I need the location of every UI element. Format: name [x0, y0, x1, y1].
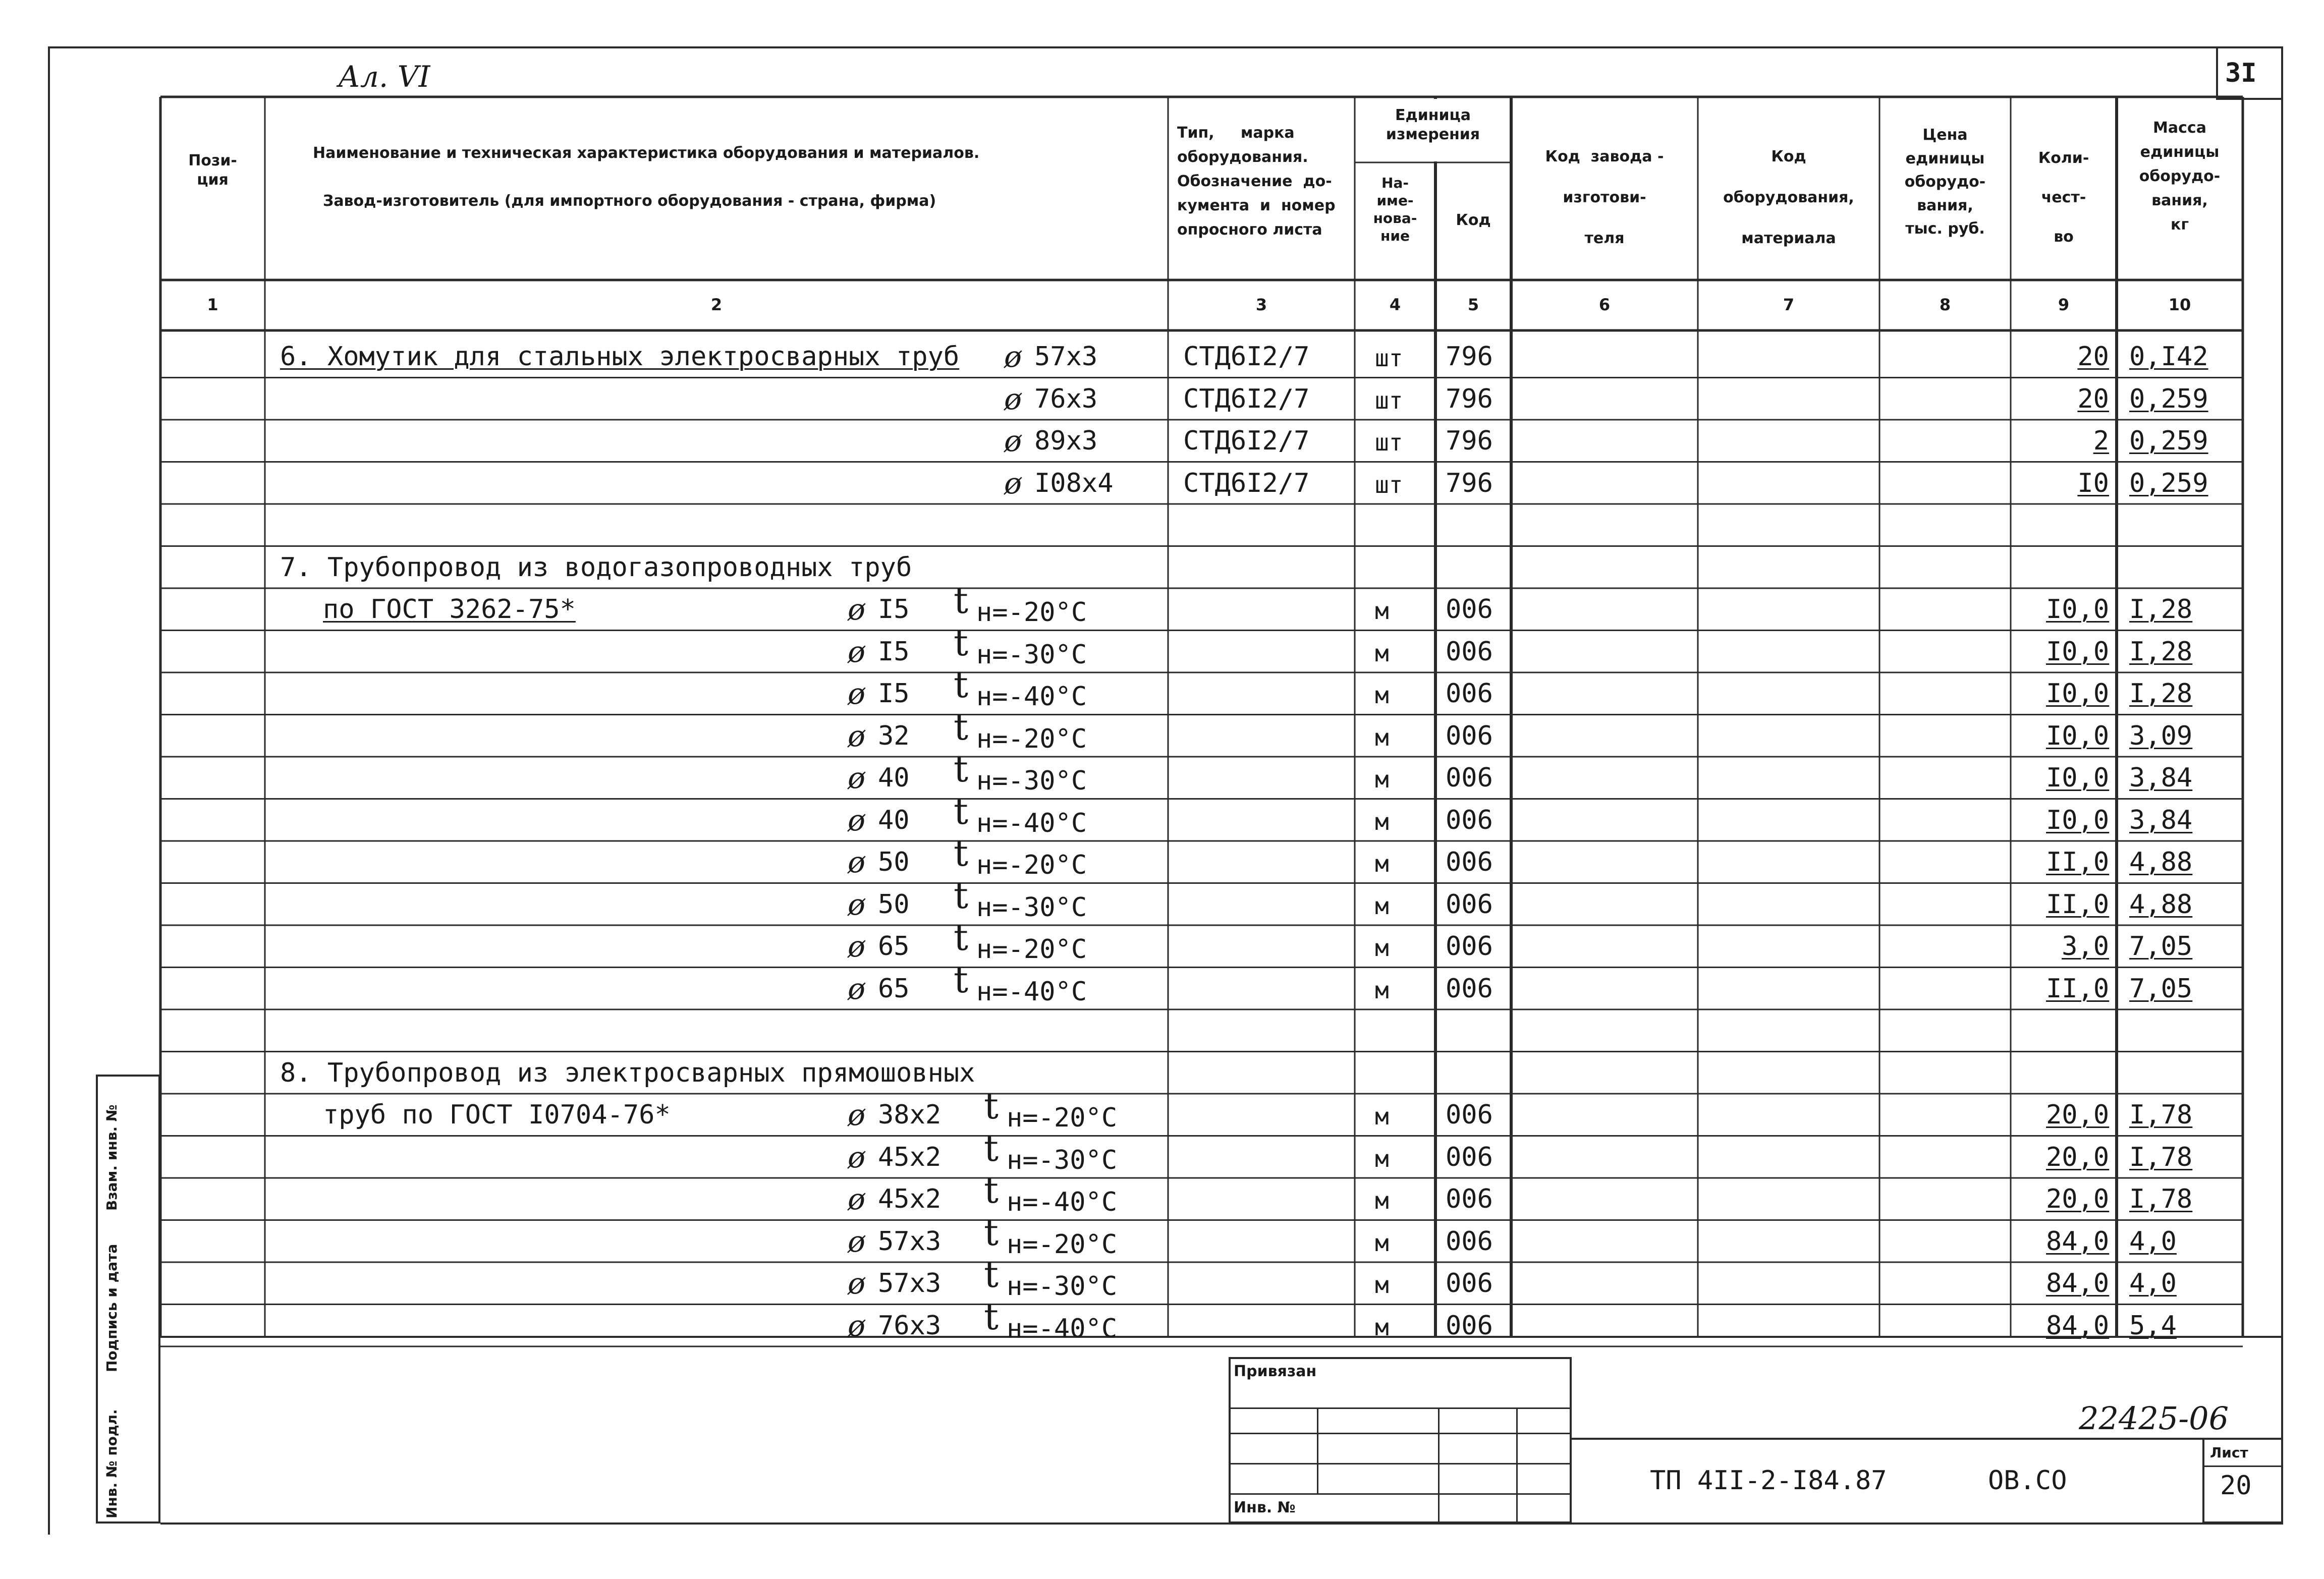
- mass-value: 0,259: [2129, 383, 2208, 414]
- design-temperature: н=-40°С: [976, 682, 1087, 712]
- unit-code: 006: [1446, 636, 1493, 667]
- section-7-subtitle: по ГОСТ 3262-75*: [323, 594, 576, 625]
- column-number: 9: [2058, 295, 2070, 314]
- pipe-size: 57х3: [878, 1226, 942, 1257]
- quantity-value: I0: [2077, 468, 2109, 498]
- column-number: 5: [1467, 295, 1479, 314]
- unit-code: 006: [1446, 1100, 1493, 1130]
- header-quantity: Коли- чест- во: [2038, 149, 2089, 246]
- quantity-value: I0,0: [2046, 636, 2110, 667]
- column-number: 8: [1939, 295, 1951, 314]
- quantity-value: 20,0: [2046, 1184, 2110, 1214]
- unit-code: 006: [1446, 1142, 1493, 1172]
- document-section: ОВ.СО: [1988, 1465, 2067, 1496]
- diameter-symbol: ø: [1004, 340, 1022, 374]
- unit-code: 006: [1446, 594, 1493, 625]
- temperature-symbol: t: [984, 1126, 999, 1169]
- quantity-value: 84,0: [2046, 1268, 2110, 1299]
- quantity-value: 20: [2077, 383, 2109, 414]
- unit-name: м: [1375, 850, 1389, 877]
- temperature-symbol: t: [984, 1253, 999, 1295]
- mass-value: I,28: [2129, 636, 2193, 667]
- unit-name: м: [1375, 766, 1389, 793]
- column-number: 10: [2168, 295, 2191, 314]
- pipe-size: 76х3: [878, 1310, 942, 1341]
- pipe-size: 50: [878, 889, 910, 920]
- diameter-symbol: ø: [848, 929, 865, 964]
- pipe-size: 76х3: [1034, 383, 1098, 414]
- unit-name: шт: [1375, 386, 1403, 414]
- unit-code: 006: [1446, 1226, 1493, 1257]
- sheet-number-divider: [2202, 1465, 2283, 1467]
- page-number-top: 3I: [2225, 58, 2257, 88]
- column-number: 3: [1255, 295, 1267, 314]
- stamp-line: [1229, 1493, 1572, 1495]
- unit-name: м: [1375, 1145, 1389, 1172]
- temperature-symbol: t: [954, 916, 968, 958]
- quantity-value: 2: [2093, 426, 2109, 456]
- header-maker-code: Код завода - изготови- теля: [1545, 148, 1664, 247]
- pipe-size: 89х3: [1034, 426, 1098, 456]
- unit-code: 796: [1446, 383, 1493, 414]
- unit-name: м: [1375, 1313, 1389, 1341]
- stamp-line: [1317, 1407, 1318, 1493]
- privyazan-label: Привязан: [1234, 1363, 1317, 1380]
- unit-code: 006: [1446, 973, 1493, 1004]
- unit-code: 006: [1446, 1268, 1493, 1299]
- quantity-value: II,0: [2046, 847, 2110, 877]
- mass-value: 3,84: [2129, 763, 2193, 793]
- pipe-size: I08х4: [1034, 468, 1114, 498]
- diameter-symbol: ø: [1004, 381, 1022, 416]
- corner-handwritten-label: Ал. VI: [338, 60, 430, 94]
- unit-code: 006: [1446, 720, 1493, 751]
- document-designation: СТД6I2/7: [1183, 426, 1310, 456]
- temperature-symbol: t: [984, 1085, 999, 1127]
- column-number: 2: [710, 295, 723, 314]
- design-temperature: н=-40°С: [1007, 1313, 1118, 1344]
- diameter-symbol: ø: [848, 676, 865, 711]
- header-position: Пози- ция: [188, 152, 237, 189]
- pipe-size: 65: [878, 973, 910, 1004]
- unit-name: шт: [1375, 429, 1403, 456]
- section-7-title: 7. Трубопровод из водогазопроводных труб: [280, 552, 912, 583]
- pipe-size: I5: [878, 636, 910, 667]
- document-designation: СТД6I2/7: [1183, 468, 1310, 498]
- unit-name: м: [1375, 1271, 1389, 1299]
- unit-name: м: [1375, 597, 1389, 625]
- quantity-value: 20,0: [2046, 1142, 2110, 1172]
- unit-code: 006: [1446, 1184, 1493, 1214]
- header-equipment-code: Код оборудования, материала: [1723, 148, 1854, 247]
- diameter-symbol: ø: [848, 1266, 865, 1301]
- design-temperature: н=-20°С: [1007, 1229, 1118, 1260]
- mass-value: 7,05: [2129, 973, 2193, 1004]
- pipe-size: 50: [878, 847, 910, 877]
- temperature-symbol: t: [954, 579, 968, 622]
- design-temperature: н=-30°С: [1007, 1145, 1118, 1175]
- mass-value: I,78: [2129, 1142, 2193, 1172]
- mass-value: 0,259: [2129, 426, 2208, 456]
- section-8-subtitle: труб по ГОСТ I0704-76*: [323, 1100, 671, 1130]
- quantity-value: II,0: [2046, 889, 2110, 920]
- pipe-size: 57х3: [1034, 342, 1098, 372]
- unit-name: м: [1375, 808, 1389, 835]
- pipe-size: I5: [878, 679, 910, 709]
- mass-value: 4,0: [2129, 1226, 2177, 1257]
- column-number: 1: [207, 295, 218, 314]
- diameter-symbol: ø: [1004, 466, 1022, 500]
- header-unit-code: Код: [1456, 211, 1491, 229]
- pipe-size: 65: [878, 931, 910, 962]
- quantity-value: 84,0: [2046, 1310, 2110, 1341]
- design-temperature: н=-40°С: [976, 808, 1087, 838]
- design-temperature: н=-30°С: [976, 892, 1087, 923]
- pipe-size: 40: [878, 805, 910, 835]
- mass-value: 4,88: [2129, 847, 2193, 877]
- temperature-symbol: t: [954, 748, 968, 790]
- unit-code: 006: [1446, 679, 1493, 709]
- unit-name: м: [1375, 639, 1389, 667]
- quantity-value: 3,0: [2062, 931, 2109, 962]
- sheet-label: Лист: [2210, 1444, 2248, 1461]
- diameter-symbol: ø: [1004, 424, 1022, 458]
- column-number: 7: [1783, 295, 1795, 314]
- quantity-value: I0,0: [2046, 763, 2110, 793]
- unit-code: 006: [1446, 847, 1493, 877]
- mass-value: 3,84: [2129, 805, 2193, 835]
- mass-value: 3,09: [2129, 720, 2193, 751]
- mass-value: 0,I42: [2129, 342, 2208, 372]
- unit-name: шт: [1375, 345, 1403, 372]
- temperature-symbol: t: [954, 621, 968, 664]
- unit-code: 006: [1446, 931, 1493, 962]
- unit-code: 006: [1446, 763, 1493, 793]
- header-name-line1: Наименование и техническая характеристика оборудования и материалов.: [313, 144, 980, 162]
- temperature-symbol: t: [984, 1211, 999, 1254]
- header-unit-mass: Масса единицы оборудо- вания, кг: [2139, 119, 2221, 234]
- header-name-line2: Завод-изготовитель (для импортного оборудования - страна, фирма): [323, 192, 936, 210]
- diameter-symbol: ø: [848, 803, 865, 837]
- unit-name: м: [1375, 1229, 1389, 1257]
- pipe-size: 57х3: [878, 1268, 942, 1299]
- diameter-symbol: ø: [848, 634, 865, 669]
- design-temperature: н=-40°С: [976, 976, 1087, 1007]
- section-6-title: 6. Хомутик для стальных электросварных труб: [280, 342, 960, 372]
- design-temperature: н=-30°С: [976, 639, 1087, 670]
- side-label-signature-date: Подпись и дата: [103, 1244, 120, 1372]
- quantity-value: 20,0: [2046, 1100, 2110, 1130]
- unit-code: 006: [1446, 889, 1493, 920]
- header-unit-price: Цена единицы оборудо- вания, тыс. руб.: [1904, 126, 1986, 238]
- header-unit-name: На- име- нова- ние: [1373, 175, 1417, 244]
- design-temperature: н=-20°С: [1007, 1103, 1118, 1133]
- unit-code: 796: [1446, 426, 1493, 456]
- stamp-line: [1229, 1407, 1572, 1409]
- quantity-value: II,0: [2046, 973, 2110, 1004]
- design-temperature: н=-30°С: [976, 766, 1087, 796]
- diameter-symbol: ø: [848, 1308, 865, 1343]
- column-number: 6: [1598, 295, 1611, 314]
- pipe-size: 38х2: [878, 1100, 942, 1130]
- mass-value: 4,88: [2129, 889, 2193, 920]
- pipe-size: 40: [878, 763, 910, 793]
- stamp-handwritten-number: 22425-06: [2079, 1400, 2229, 1437]
- inv-no-label: Инв. №: [1234, 1499, 1296, 1516]
- stamp-line: [1516, 1407, 1518, 1524]
- mass-value: 5,4: [2129, 1310, 2177, 1341]
- design-temperature: н=-20°С: [976, 723, 1087, 754]
- column-number: 4: [1389, 295, 1401, 314]
- quantity-value: 84,0: [2046, 1226, 2110, 1257]
- diameter-symbol: ø: [848, 718, 865, 753]
- mass-value: I,78: [2129, 1100, 2193, 1130]
- design-temperature: н=-20°С: [976, 850, 1087, 880]
- unit-name: м: [1375, 892, 1389, 920]
- pipe-size: 45х2: [878, 1184, 942, 1214]
- diameter-symbol: ø: [848, 1140, 865, 1174]
- sheet-number: 20: [2220, 1471, 2252, 1501]
- temperature-symbol: t: [954, 663, 968, 706]
- stamp-line: [1229, 1433, 1572, 1434]
- pipe-size: 45х2: [878, 1142, 942, 1172]
- stamp-line: [1438, 1407, 1440, 1524]
- unit-name: м: [1375, 1103, 1389, 1130]
- document-code: ТП 4II-2-I84.87: [1650, 1465, 1887, 1496]
- design-temperature: н=-30°С: [1007, 1271, 1118, 1302]
- unit-name: м: [1375, 682, 1389, 709]
- diameter-symbol: ø: [848, 845, 865, 879]
- quantity-value: I0,0: [2046, 805, 2110, 835]
- mass-value: I,78: [2129, 1184, 2193, 1214]
- unit-code: 006: [1446, 1310, 1493, 1341]
- quantity-value: 20: [2077, 342, 2109, 372]
- quantity-value: I0,0: [2046, 679, 2110, 709]
- unit-name: м: [1375, 934, 1389, 962]
- diameter-symbol: ø: [848, 1182, 865, 1216]
- mass-value: I,28: [2129, 679, 2193, 709]
- document-designation: СТД6I2/7: [1183, 383, 1310, 414]
- title-block-top: [1572, 1438, 2283, 1440]
- pipe-size: 32: [878, 720, 910, 751]
- mass-value: 0,259: [2129, 468, 2208, 498]
- design-temperature: н=-20°С: [976, 934, 1087, 965]
- temperature-symbol: t: [984, 1169, 999, 1211]
- unit-name: м: [1375, 723, 1389, 751]
- quantity-value: I0,0: [2046, 720, 2110, 751]
- stamp-line: [1229, 1463, 1572, 1464]
- temperature-symbol: t: [954, 832, 968, 874]
- unit-name: шт: [1375, 471, 1403, 498]
- document-designation: СТД6I2/7: [1183, 342, 1310, 372]
- unit-name: м: [1375, 1187, 1389, 1214]
- mass-value: 4,0: [2129, 1268, 2177, 1299]
- diameter-symbol: ø: [848, 971, 865, 1006]
- side-label-orig-inv: Инв. № подл.: [103, 1409, 120, 1518]
- pipe-size: I5: [878, 594, 910, 625]
- temperature-symbol: t: [954, 874, 968, 917]
- temperature-symbol: t: [954, 958, 968, 1001]
- temperature-symbol: t: [984, 1295, 999, 1338]
- diameter-symbol: ø: [848, 1098, 865, 1132]
- header-unit-group: Единица измерения: [1386, 106, 1480, 143]
- header-type-mark: Тип, марка оборудования. Обозначение до- кумента и номер опросного листа: [1177, 124, 1336, 239]
- design-temperature: н=-20°С: [976, 597, 1087, 628]
- side-label-replaced-inv: Взам. инв. №: [103, 1104, 120, 1211]
- temperature-symbol: t: [954, 790, 968, 832]
- mass-value: I,28: [2129, 594, 2193, 625]
- mass-value: 7,05: [2129, 931, 2193, 962]
- design-temperature: н=-40°С: [1007, 1187, 1118, 1217]
- unit-code: 796: [1446, 468, 1493, 498]
- temperature-symbol: t: [954, 705, 968, 748]
- diameter-symbol: ø: [848, 887, 865, 922]
- section-8-title: 8. Трубопровод из электросварных прямошовных: [280, 1057, 975, 1088]
- diameter-symbol: ø: [848, 761, 865, 795]
- unit-name: м: [1375, 976, 1389, 1004]
- diameter-symbol: ø: [848, 1224, 865, 1259]
- diameter-symbol: ø: [848, 592, 865, 627]
- unit-code: 796: [1446, 342, 1493, 372]
- quantity-value: I0,0: [2046, 594, 2110, 625]
- unit-code: 006: [1446, 805, 1493, 835]
